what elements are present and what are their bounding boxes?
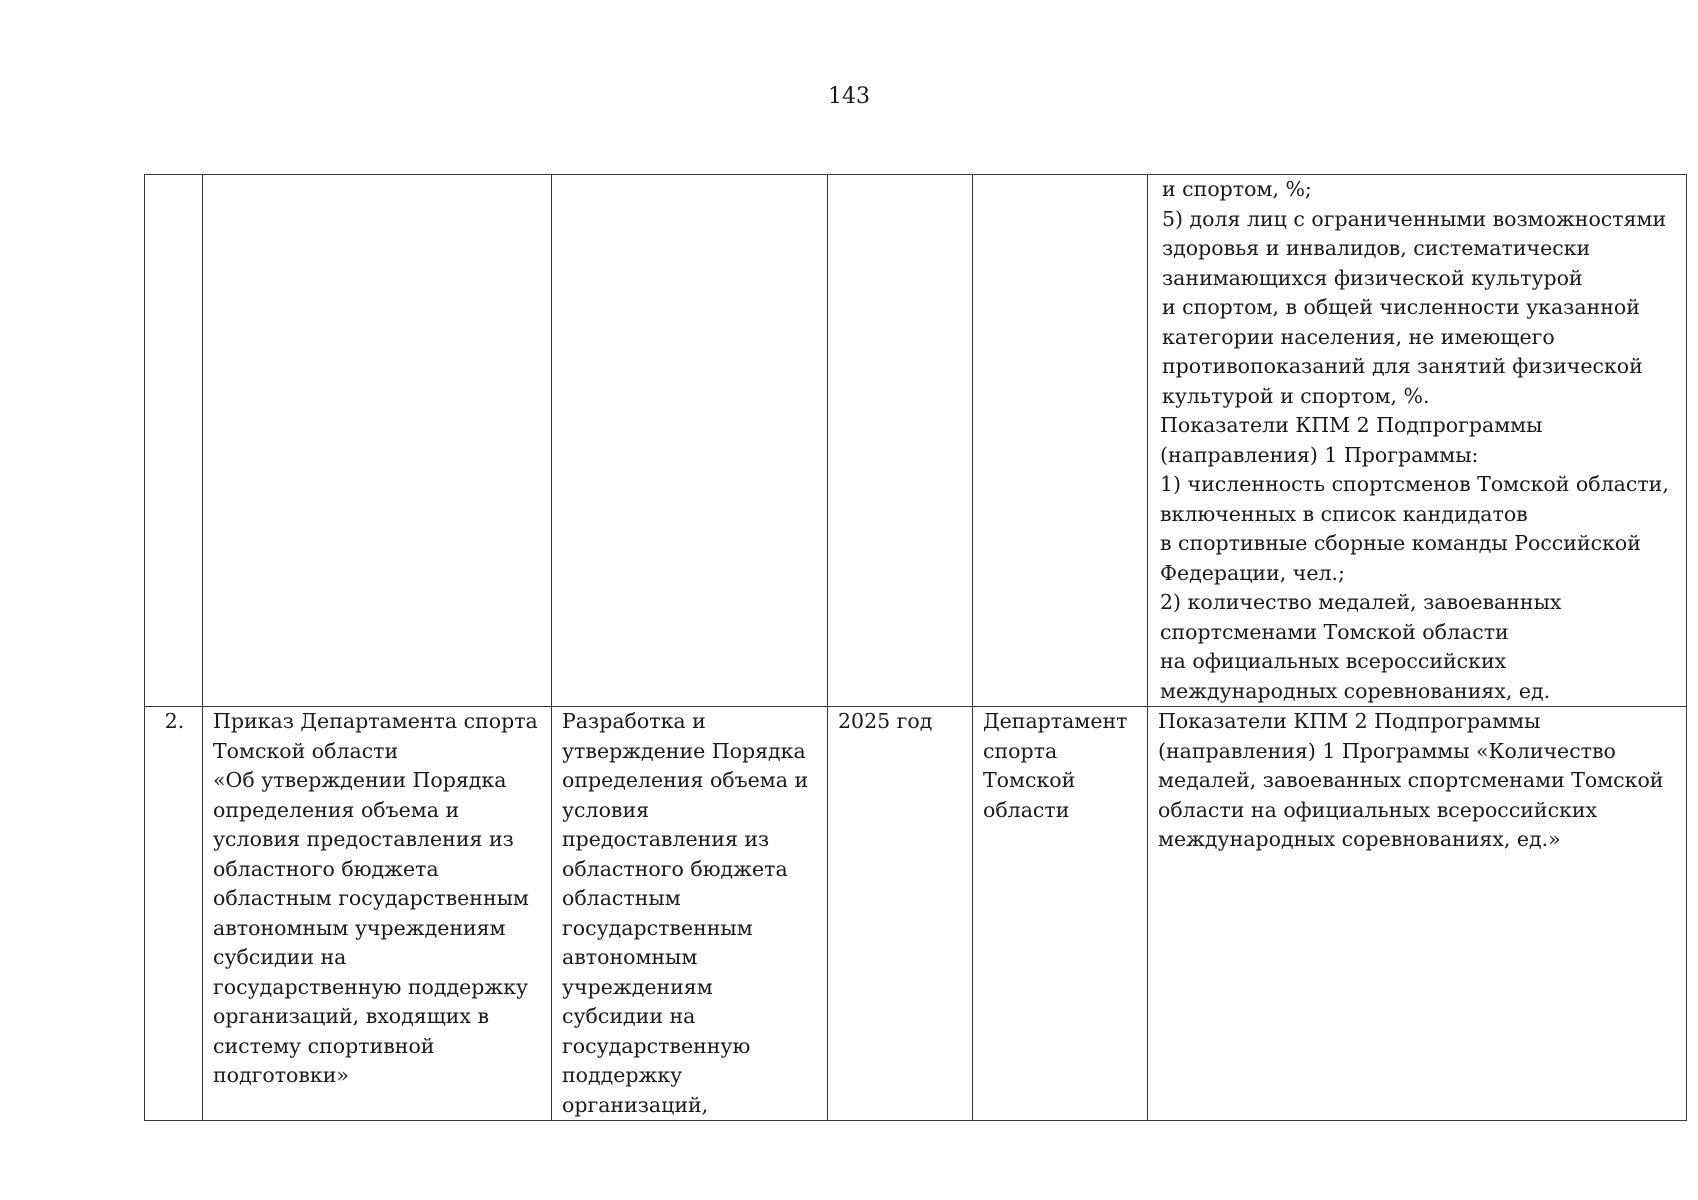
table-row-continued [145,175,1687,707]
document-line: систему спортивной [213,1033,435,1058]
cell-responsible [973,175,1148,707]
cell-responsible [973,707,1148,1121]
content-line: поддержку [562,1063,683,1087]
document-line: государственную поддержку [213,974,529,999]
cell-number: 2. [145,707,203,1121]
document-line: областным государственным [213,886,529,910]
indicator-line: международных соревнованиях, ед.» [1158,827,1561,851]
responsible-line: области [983,797,1070,822]
content-line: условия [562,797,650,822]
content-line: определения объема и [562,768,809,792]
cell-document [203,175,552,707]
content-line: областным [562,886,681,910]
document-line: Приказ Департамента спорта [213,709,538,733]
indicator-line: категории населения, не имеющего [1162,324,1555,349]
document-line: подготовки» [213,1063,349,1087]
responsible-line: спорта [983,738,1058,763]
document-line: областного бюджета [213,856,439,881]
cell-term [828,175,973,707]
indicator-line: противопоказаний для занятий физической [1162,354,1643,378]
indicator-line: (направления) 1 Программы «Количество [1158,738,1616,763]
document-line: определения объема и [213,797,460,822]
document-line: автономным учреждениям [213,915,506,940]
document-line: субсидии на [213,945,347,969]
indicator-line: медалей, завоеванных спортсменами Томской [1158,768,1664,792]
measures-table [144,174,1687,1121]
indicator-line: 5) доля лиц с ограниченными возможностями [1162,206,1667,231]
cell-indicators [1148,175,1687,707]
cell-content [552,707,828,1121]
document-line: «Об утверждении Порядка [213,768,507,792]
document-line: Томской области [213,738,399,763]
indicator-line: на официальных всероссийских [1160,649,1507,673]
indicator-line: и спортом, в общей численности указанной [1162,295,1640,319]
indicator-line: здоровья и инвалидов, систематически [1162,236,1591,260]
indicator-line: 2) количество медалей, завоеванных [1160,590,1562,614]
content-line: утверждение Порядка [562,738,806,763]
indicator-line: в спортивные сборные команды Российской [1160,531,1641,555]
document-line: организаций, входящих в [213,1004,490,1028]
indicator-line: занимающихся физической культурой [1162,265,1583,290]
indicator-line: спортсменами Томской области [1160,619,1509,644]
indicator-line: 1) численность спортсменов Томской области, [1160,472,1669,496]
content-line: автономным [562,945,698,969]
indicator-line: области на официальных всероссийских [1158,797,1598,822]
indicator-line: Федерации, чел.; [1160,560,1345,585]
content-line: субсидии на [562,1004,696,1028]
page-number: 143 [828,84,870,109]
cell-content [552,175,828,707]
content-line: государственным [562,915,753,940]
indicator-line: культурой и спортом, %. [1162,383,1430,408]
content-line: предоставления из [562,827,770,851]
responsible-line: Томской [983,768,1076,792]
table-row-2 [145,707,1687,1121]
indicator-line: Показатели КПМ 2 Подпрограммы [1160,413,1543,437]
content-line: учреждениям [562,974,713,999]
content-line: Разработка и [562,709,706,733]
cell-term: 2025 год [828,707,973,1121]
content-line: областного бюджета [562,856,788,881]
responsible-line: Департамент [983,709,1128,733]
document-line: условия предоставления из [213,827,514,851]
indicator-line: (направления) 1 Программы: [1160,442,1479,467]
content-line: организаций, [562,1092,709,1117]
cell-indicators [1148,707,1687,1121]
indicator-line: Показатели КПМ 2 Подпрограммы [1158,709,1541,733]
indicator-line: международных соревнованиях, ед. [1160,678,1551,703]
cell-number [145,175,203,707]
indicator-line: и спортом, %; [1162,177,1312,201]
content-line: государственную [562,1033,751,1058]
indicator-line: включенных в список кандидатов [1160,501,1528,526]
cell-document [203,707,552,1121]
